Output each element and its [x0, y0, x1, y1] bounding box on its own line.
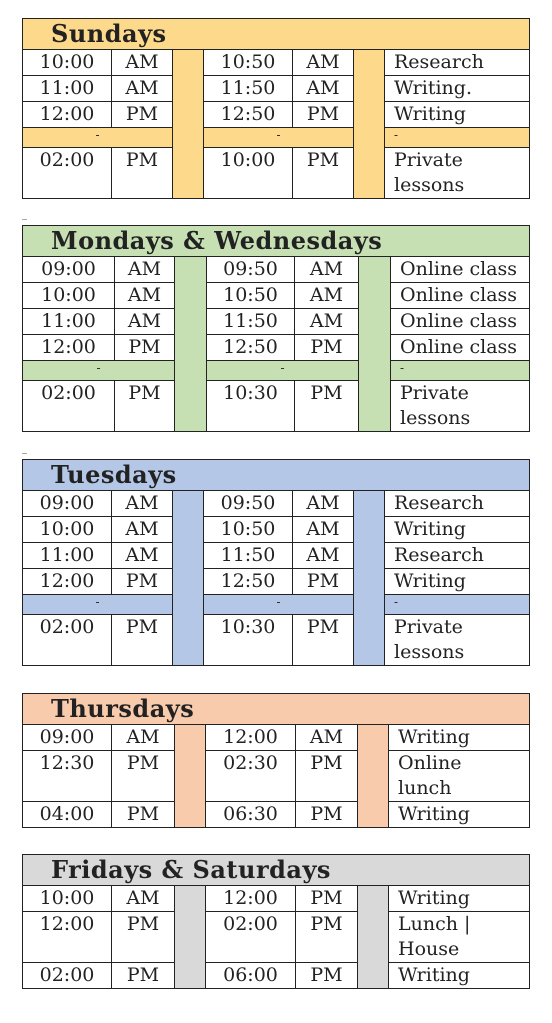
- separator-row: [23, 361, 530, 381]
- start-time: 10:00: [23, 886, 112, 912]
- activity: [385, 148, 530, 199]
- table-row: [23, 76, 530, 102]
- table-row: [23, 615, 530, 666]
- start-ampm: AM: [112, 50, 173, 76]
- end-time: 12:00: [206, 725, 296, 751]
- table-row: [23, 886, 530, 912]
- start-time: 12:00: [23, 569, 112, 595]
- start-ampm: PM: [112, 963, 175, 989]
- end-ampm: AM: [293, 517, 354, 543]
- separator-dash: -: [391, 361, 530, 381]
- start-ampm: AM: [115, 257, 175, 283]
- separator-dash: -: [23, 128, 173, 148]
- end-ampm: AM: [293, 76, 354, 102]
- activity: Online class: [391, 309, 530, 335]
- activity: Writing: [385, 517, 530, 543]
- table-row: [23, 569, 530, 595]
- end-time: 11:50: [204, 543, 293, 569]
- end-ampm: AM: [293, 491, 354, 517]
- table-row: [23, 751, 530, 802]
- start-time: 09:00: [23, 725, 112, 751]
- start-ampm: AM: [115, 283, 175, 309]
- table-row: [23, 102, 530, 128]
- activity-line: Private: [400, 382, 469, 404]
- start-ampm: PM: [112, 148, 173, 199]
- end-time: 10:30: [204, 615, 293, 666]
- tuesdays-title: Tuesdays: [23, 460, 530, 491]
- activity: Research: [385, 543, 530, 569]
- end-ampm: AM: [295, 309, 359, 335]
- end-ampm: PM: [293, 148, 354, 199]
- end-time: 11:50: [207, 309, 295, 335]
- separator-dash: -: [385, 128, 530, 148]
- sundays-divider: [354, 50, 385, 199]
- tuesdays-divider: [354, 491, 385, 666]
- table-row: [23, 963, 530, 989]
- start-ampm: PM: [112, 569, 173, 595]
- activity: Research: [385, 491, 530, 517]
- start-time: 11:00: [23, 76, 112, 102]
- end-time: 12:00: [206, 886, 296, 912]
- end-time: 12:50: [204, 102, 293, 128]
- fridays-saturdays-title: Fridays & Saturdays: [23, 855, 530, 886]
- activity: [389, 912, 530, 963]
- table-row: [23, 309, 530, 335]
- end-ampm: AM: [295, 283, 359, 309]
- sundays-header-row: [23, 19, 530, 50]
- activity: [389, 751, 530, 802]
- activity: Online class: [391, 283, 530, 309]
- end-time: 12:50: [204, 569, 293, 595]
- end-ampm: PM: [296, 963, 358, 989]
- activity-line: Lunch |: [398, 913, 471, 935]
- thursdays-table: [22, 693, 530, 828]
- thursdays-divider: [175, 725, 206, 828]
- start-time: 02:00: [23, 615, 112, 666]
- start-time: 02:00: [23, 963, 112, 989]
- start-time: 10:00: [23, 50, 112, 76]
- separator-dash: -: [204, 128, 354, 148]
- start-ampm: PM: [112, 912, 175, 963]
- mondays-wednesdays-table: [22, 225, 530, 432]
- activity: Writing: [389, 725, 530, 751]
- end-time: 10:50: [207, 283, 295, 309]
- end-time: 09:50: [204, 491, 293, 517]
- activity: [391, 381, 530, 432]
- start-time: 02:00: [23, 381, 115, 432]
- table-row: [23, 725, 530, 751]
- table-row: [23, 543, 530, 569]
- table-row: [23, 50, 530, 76]
- start-ampm: AM: [112, 725, 175, 751]
- end-ampm: PM: [295, 381, 359, 432]
- end-ampm: PM: [296, 802, 358, 828]
- start-time: 09:00: [23, 257, 115, 283]
- activity: Online class: [391, 257, 530, 283]
- fridays-saturdays-divider: [358, 886, 389, 989]
- end-ampm: AM: [293, 543, 354, 569]
- start-ampm: PM: [112, 102, 173, 128]
- mondays-wednesdays-divider: [359, 257, 391, 432]
- sundays-title: Sundays: [23, 19, 530, 50]
- thursdays-header-row: [23, 694, 530, 725]
- activity: [385, 615, 530, 666]
- stray-mark: _: [22, 209, 27, 220]
- separator-dash: -: [385, 595, 530, 615]
- activity-line: lessons: [400, 407, 471, 429]
- start-time: 10:00: [23, 517, 112, 543]
- table-row: [23, 802, 530, 828]
- start-time: 09:00: [23, 491, 112, 517]
- fridays-saturdays-header-row: [23, 855, 530, 886]
- table-row: [23, 491, 530, 517]
- activity-line: House: [398, 938, 460, 960]
- end-ampm: PM: [293, 615, 354, 666]
- table-row: [23, 335, 530, 361]
- start-ampm: PM: [112, 615, 173, 666]
- end-ampm: PM: [296, 886, 358, 912]
- end-time: 06:00: [206, 963, 296, 989]
- separator-dash: -: [207, 361, 359, 381]
- separator-row: [23, 128, 530, 148]
- end-time: 10:50: [204, 50, 293, 76]
- table-row: [23, 912, 530, 963]
- end-ampm: PM: [293, 569, 354, 595]
- activity: Research: [385, 50, 530, 76]
- start-ampm: PM: [112, 751, 175, 802]
- start-ampm: PM: [112, 802, 175, 828]
- mondays-wednesdays-header-row: [23, 226, 530, 257]
- activity: Writing: [389, 886, 530, 912]
- end-time: 10:30: [207, 381, 295, 432]
- end-time: 10:00: [204, 148, 293, 199]
- activity-line: Private: [394, 616, 463, 638]
- activity: Writing: [389, 963, 530, 989]
- end-ampm: AM: [293, 50, 354, 76]
- end-time: 02:00: [206, 912, 296, 963]
- fridays-saturdays-divider: [175, 886, 206, 989]
- end-time: 06:30: [206, 802, 296, 828]
- mondays-wednesdays-divider: [175, 257, 207, 432]
- start-time: 04:00: [23, 802, 112, 828]
- activity-line: lunch: [398, 777, 452, 799]
- end-ampm: PM: [296, 751, 358, 802]
- start-time: 12:30: [23, 751, 112, 802]
- table-row: [23, 257, 530, 283]
- separator-dash: -: [204, 595, 354, 615]
- start-ampm: AM: [112, 76, 173, 102]
- table-row: [23, 148, 530, 199]
- table-row: [23, 381, 530, 432]
- start-ampm: AM: [112, 517, 173, 543]
- activity: Writing: [385, 569, 530, 595]
- end-ampm: AM: [296, 725, 358, 751]
- separator-dash: -: [23, 361, 175, 381]
- start-ampm: AM: [115, 309, 175, 335]
- activity: Writing.: [385, 76, 530, 102]
- start-time: 02:00: [23, 148, 112, 199]
- end-ampm: AM: [295, 257, 359, 283]
- separator-dash: -: [23, 595, 173, 615]
- stray-mark: _: [22, 443, 27, 454]
- table-row: [23, 517, 530, 543]
- separator-row: [23, 595, 530, 615]
- end-time: 10:50: [204, 517, 293, 543]
- sundays-divider: [173, 50, 204, 199]
- sundays-table: [22, 18, 530, 199]
- activity: Online class: [391, 335, 530, 361]
- mondays-wednesdays-title: Mondays & Wednesdays: [23, 226, 530, 257]
- activity-line: Online: [398, 752, 462, 774]
- activity: Writing: [385, 102, 530, 128]
- start-ampm: AM: [112, 543, 173, 569]
- end-time: 09:50: [207, 257, 295, 283]
- tuesdays-divider: [173, 491, 204, 666]
- activity-line: lessons: [394, 641, 465, 663]
- fridays-saturdays-table: [22, 854, 530, 989]
- start-ampm: PM: [115, 381, 175, 432]
- activity-line: lessons: [394, 174, 465, 196]
- start-time: 11:00: [23, 309, 115, 335]
- start-ampm: AM: [112, 886, 175, 912]
- end-ampm: PM: [293, 102, 354, 128]
- start-time: 12:00: [23, 335, 115, 361]
- end-time: 12:50: [207, 335, 295, 361]
- end-ampm: PM: [295, 335, 359, 361]
- start-ampm: PM: [115, 335, 175, 361]
- table-row: [23, 283, 530, 309]
- tuesdays-table: [22, 459, 530, 666]
- start-time: 12:00: [23, 912, 112, 963]
- end-ampm: PM: [296, 912, 358, 963]
- start-time: 10:00: [23, 283, 115, 309]
- start-time: 12:00: [23, 102, 112, 128]
- thursdays-title: Thursdays: [23, 694, 530, 725]
- activity: Writing: [389, 802, 530, 828]
- start-ampm: AM: [112, 491, 173, 517]
- end-time: 11:50: [204, 76, 293, 102]
- start-time: 11:00: [23, 543, 112, 569]
- tuesdays-header-row: [23, 460, 530, 491]
- thursdays-divider: [358, 725, 389, 828]
- end-time: 02:30: [206, 751, 296, 802]
- activity-line: Private: [394, 149, 463, 171]
